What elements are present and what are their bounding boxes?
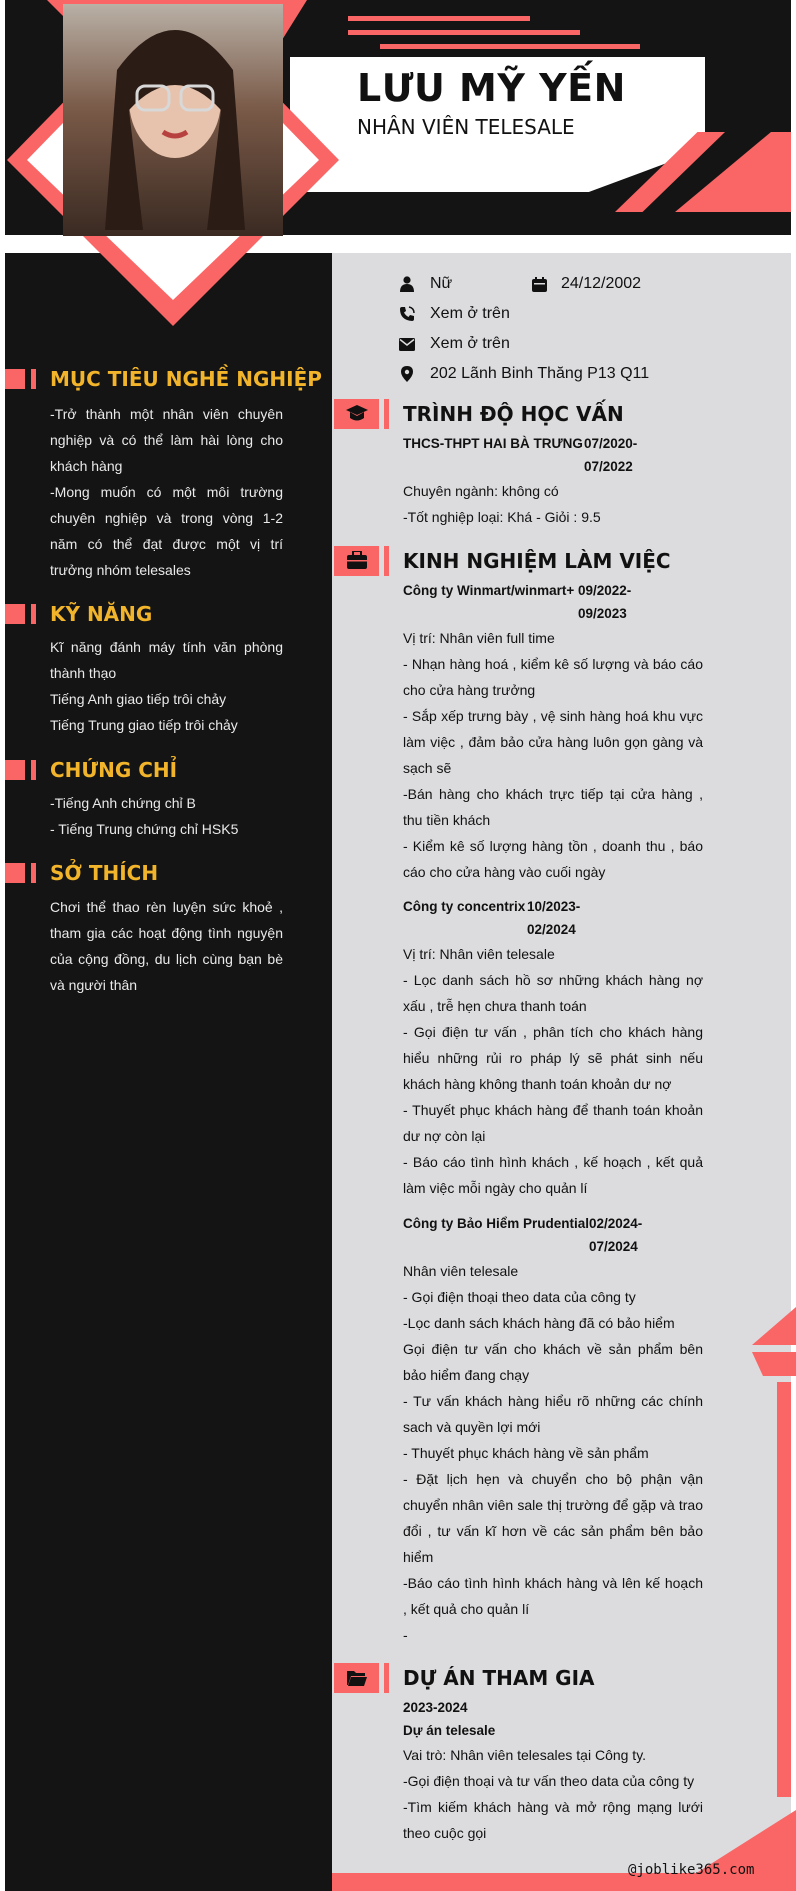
job-line: - — [403, 1627, 408, 1643]
experience-heading: KINH NGHIỆM LÀM VIỆC — [403, 549, 671, 573]
birthday-value: 24/12/2002 — [561, 275, 642, 292]
project-line: Vai trò: Nhân viên telesales tại Công ty. — [403, 1747, 647, 1763]
education-line: -Tốt nghiệp loại: Khá - Giỏi : 9.5 — [403, 509, 601, 525]
candidate-title: NHÂN VIÊN TELESALE — [357, 115, 575, 139]
email-row — [398, 335, 416, 356]
project-period: 2023-2024 — [403, 1700, 468, 1715]
section-marker — [31, 760, 36, 780]
job-line: - Gọi điện tư vấn , phân tích cho khách hàng hiểu những rủi ro pháp lý sẽ phát sinh nếu khách hàng không thanh toán khoản dư nợ — [403, 1024, 703, 1092]
section-marker — [31, 863, 36, 883]
gender-value: Nữ — [430, 275, 453, 292]
hobbies-heading: SỞ THÍCH — [50, 861, 159, 885]
map-pin-icon — [398, 365, 416, 383]
gender-row — [398, 275, 416, 297]
job-company: Công ty Winmart/winmart+ — [403, 583, 575, 598]
phone-row — [398, 305, 416, 327]
birthday-row — [530, 275, 548, 297]
deco-stripe — [348, 16, 530, 21]
phone-icon — [398, 305, 416, 323]
objective-line: -Mong muốn có một môi trường chuyên nghiệp và trong vòng 1-2 năm có thể đạt được một vị trí trưởng nhóm telesales — [50, 484, 283, 578]
email-value: Xem ở trên — [430, 335, 510, 352]
job-line: Vị trí: Nhân viên telesale — [403, 946, 555, 962]
job-details — [403, 941, 703, 1201]
skill-item: Kĩ năng đánh máy tính văn phòng thành thạo — [50, 639, 283, 681]
person-icon — [398, 275, 416, 293]
deco-bar — [777, 1382, 791, 1797]
watermark: @joblike365.com — [628, 1862, 755, 1878]
calendar-icon — [530, 275, 548, 293]
education-date-end: 07/2022 — [584, 459, 633, 474]
section-marker — [5, 604, 25, 624]
school-name: THCS-THPT HAI BÀ TRƯNG — [403, 436, 583, 451]
skills-heading: KỸ NĂNG — [50, 602, 153, 626]
graduation-cap-icon — [346, 404, 368, 429]
job-date-end: 09/2023 — [578, 606, 627, 621]
education-heading: TRÌNH ĐỘ HỌC VẤN — [403, 402, 624, 426]
job-date-start: 02/2024- — [589, 1216, 643, 1231]
job-line: - Thuyết phục khách hàng về sản phẩm — [403, 1445, 649, 1461]
job-date-start: 09/2022- — [578, 583, 632, 598]
cert-item: -Tiếng Anh chứng chỉ B — [50, 795, 196, 811]
skills-text — [50, 634, 283, 738]
objective-heading: MỤC TIÊU NGHỀ NGHIỆP — [50, 367, 322, 391]
briefcase-icon — [347, 551, 367, 574]
job-line: Vị trí: Nhân viên full time — [403, 630, 555, 646]
project-name: Dự án telesale — [403, 1723, 496, 1738]
hobbies-text: Chơi thể thao rèn luyện sức khoẻ , tham gia các hoạt động tình nguyện của cộng đồng, du lịch cùng bạn bè và người thân — [50, 899, 283, 993]
job-details — [403, 1258, 703, 1648]
job-line: - Gọi điện thoại theo data của công ty — [403, 1289, 636, 1305]
objective-text — [50, 401, 283, 583]
job-line: - Báo cáo tình hình khách , kế hoạch , kết quả làm việc mỗi ngày cho quản lí — [403, 1154, 703, 1196]
project-line: -Gọi điện thoại và tư vấn theo data của công ty — [403, 1773, 695, 1789]
education-date-start: 07/2020- — [584, 436, 638, 451]
job-company: Công ty Bảo Hiểm Prudential — [403, 1216, 590, 1231]
envelope-icon — [398, 335, 416, 353]
job-date-end: 02/2024 — [527, 922, 576, 937]
job-date-end: 07/2024 — [589, 1239, 638, 1254]
job-line: Gọi điện tư vấn cho khách về sản phẩm bên bảo hiểm đang chạy — [403, 1341, 703, 1383]
cert-item: - Tiếng Trung chứng chỉ HSK5 — [50, 821, 239, 837]
project-line: -Tìm kiếm khách hàng và mở rộng mạng lưới theo cuộc gọi — [403, 1799, 703, 1841]
job-line: - Thuyết phục khách hàng để thanh toán khoản dư nợ còn lại — [403, 1102, 703, 1144]
section-marker — [5, 369, 25, 389]
job-line: -Bán hàng cho khách trực tiếp tại cửa hàng , thu tiền khách — [403, 786, 703, 828]
address-row — [398, 365, 416, 387]
section-marker — [5, 760, 25, 780]
job-line: - Sắp xếp trưng bày , vệ sinh hàng hoá khu vực làm việc , đảm bảo cửa hàng luôn gọn gàng và sạch sẽ — [403, 708, 703, 776]
job-date-start: 10/2023- — [527, 899, 581, 914]
project-details — [403, 1742, 703, 1846]
section-marker — [31, 369, 36, 389]
skill-item: Tiếng Trung giao tiếp trôi chảy — [50, 717, 238, 733]
section-marker — [384, 399, 389, 429]
job-line: - Đặt lịch hẹn và chuyển cho bộ phận vận chuyển nhân viên sale thị trường để gặp và trao đổi , tư vấn kĩ hơn về các sản phẩm bên bảo hiểm — [403, 1471, 703, 1565]
deco-stripe — [380, 44, 640, 49]
candidate-name: LƯU MỸ YẾN — [357, 66, 626, 110]
job-line: - Tư vấn khách hàng hiểu rõ những các chính sach và quyền lợi mới — [403, 1393, 703, 1435]
job-line: -Báo cáo tình hình khách hàng và lên kế hoạch , kết quả cho quản lí — [403, 1575, 703, 1617]
projects-heading: DỰ ÁN THAM GIA — [403, 1666, 595, 1690]
address-value: 202 Lãnh Binh Thăng P13 Q11 — [430, 365, 650, 382]
section-marker — [384, 546, 389, 576]
objective-line: -Trở thành một nhân viên chuyên nghiệp và có thể làm hài lòng cho khách hàng — [50, 406, 283, 474]
job-company: Công ty concentrix — [403, 899, 526, 914]
job-details — [403, 625, 703, 885]
photo-frame — [7, 0, 339, 326]
deco-stripe — [348, 30, 580, 35]
education-details — [403, 478, 703, 530]
folder-icon — [347, 1669, 367, 1691]
job-line: - Lọc danh sách hồ sơ những khách hàng nợ xấu , trễ hẹn chưa thanh toán — [403, 972, 703, 1014]
job-line: - Nhạn hàng hoá , kiểm kê số lượng và báo cáo cho cửa hàng trưởng — [403, 656, 703, 698]
job-line: Nhân viên telesale — [403, 1263, 519, 1279]
certs-heading: CHỨNG CHỈ — [50, 758, 178, 782]
certs-text — [50, 790, 283, 842]
section-marker — [31, 604, 36, 624]
phone-value: Xem ở trên — [430, 305, 510, 322]
job-line: - Kiểm kê số lượng hàng tồn , doanh thu , báo cáo cho cửa hàng vào cuối ngày — [403, 838, 703, 880]
section-marker — [5, 863, 25, 883]
education-line: Chuyên ngành: không có — [403, 483, 559, 499]
section-marker — [384, 1663, 389, 1693]
job-line: -Lọc danh sách khách hàng đã có bảo hiểm — [403, 1315, 675, 1331]
skill-item: Tiếng Anh giao tiếp trôi chảy — [50, 691, 227, 707]
